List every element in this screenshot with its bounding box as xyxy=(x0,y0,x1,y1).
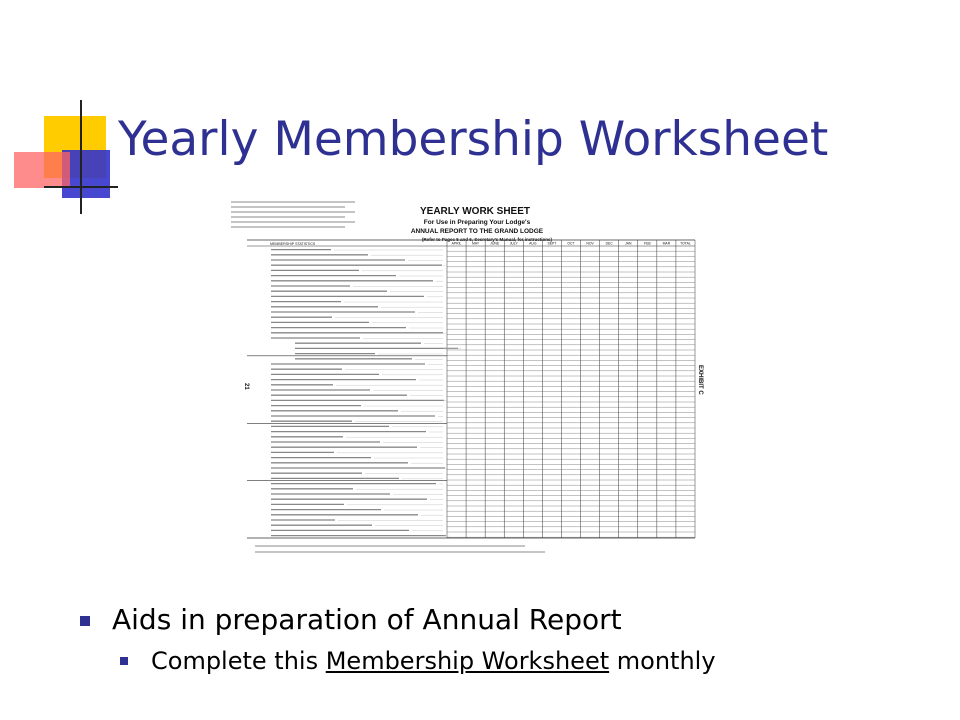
worksheet-heading-1: YEARLY WORK SHEET xyxy=(419,206,531,217)
month-column-label: APRIL xyxy=(451,241,462,246)
worksheet-heading-3: ANNUAL REPORT TO THE GRAND LODGE xyxy=(410,228,544,235)
bullet-level-2-prefix: Complete this xyxy=(151,647,326,675)
bullet-square-icon xyxy=(80,616,90,626)
month-column-label: SEPT xyxy=(547,241,557,246)
worksheet-heading-4: (Refer to Pages 5 and 6, Secretary's Manual, for instructions) xyxy=(421,237,553,242)
decor-vertical-line xyxy=(80,100,82,214)
month-column-label: MAR xyxy=(662,241,671,246)
decor-horizontal-line xyxy=(44,186,118,188)
bullet-list xyxy=(80,600,940,678)
month-column-label: DEC xyxy=(605,241,613,246)
bullet-level-2-suffix: monthly xyxy=(609,647,716,675)
month-column-label: OCT xyxy=(567,241,575,246)
month-column-label: TOTAL xyxy=(680,241,691,246)
month-column-label: JULY xyxy=(509,241,518,246)
bullet-level-1 xyxy=(80,600,940,640)
month-column-label: MAY xyxy=(472,241,480,246)
worksheet-image xyxy=(225,190,705,565)
worksheet-side-label: EXHIBIT C xyxy=(697,365,703,395)
bullet-level-2 xyxy=(80,644,940,678)
bullet-square-icon xyxy=(120,657,128,665)
month-column-label: FEB xyxy=(644,241,651,246)
worksheet-section-label: MEMBERSHIP STATISTICS xyxy=(270,242,316,246)
worksheet-heading-2: For Use in Preparing Your Lodge's xyxy=(423,219,531,226)
bullet-level-1-text: Aids in preparation of Annual Report xyxy=(112,603,622,636)
month-column-label: AUG xyxy=(529,241,537,246)
month-column-label: NOV xyxy=(586,241,594,246)
decor-red-block xyxy=(14,152,70,188)
slide-title: Yearly Membership Worksheet xyxy=(118,112,829,167)
month-column-label: JUNE xyxy=(490,241,500,246)
membership-worksheet-link: Membership Worksheet xyxy=(325,647,610,675)
month-column-label: JAN xyxy=(625,241,632,246)
worksheet-page-number: 21 xyxy=(243,383,249,390)
